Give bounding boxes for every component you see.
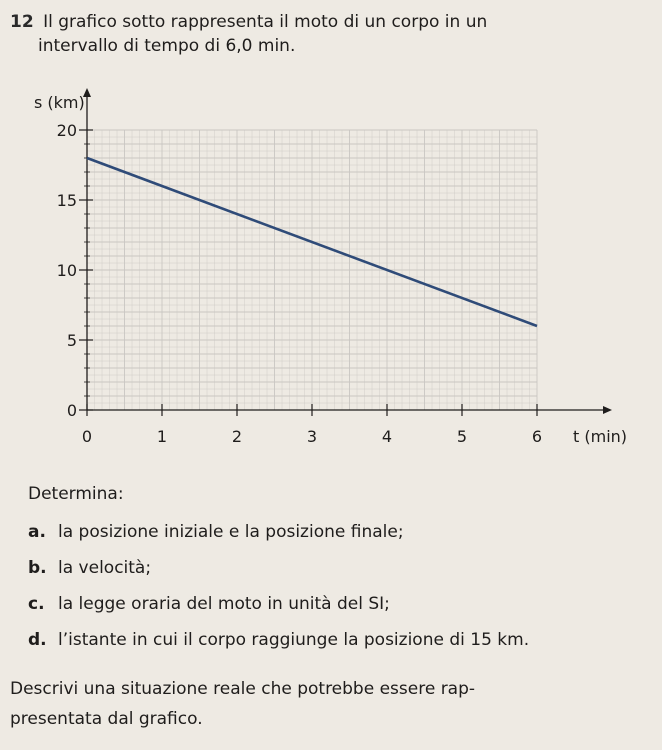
x-tick-label: 6 <box>531 427 543 446</box>
question-item <box>28 556 529 592</box>
describe-line1: Descrivi una situazione reale che potrebbe essere rap- <box>10 679 476 699</box>
question-item <box>28 592 529 628</box>
question-letter: d. <box>28 630 47 650</box>
question-letter: c. <box>28 594 45 614</box>
problem-text-line1: Il grafico sotto rappresenta il moto di un corpo in un <box>43 12 488 32</box>
y-tick-label: 20 <box>56 121 77 140</box>
describe-line2: presentata dal grafico. <box>10 709 203 729</box>
problem-text-line2: intervallo di tempo di 6,0 min. <box>38 36 296 56</box>
y-tick-label: 0 <box>66 401 77 420</box>
y-axis-label: s (km) <box>34 93 85 112</box>
describe-prompt <box>10 674 650 734</box>
question-letter: a. <box>28 522 46 542</box>
question-list <box>28 520 529 664</box>
x-axis-label: t (min) <box>573 427 628 446</box>
problem-statement <box>10 10 650 58</box>
question-text: la posizione iniziale e la posizione finale; <box>58 522 404 542</box>
x-tick-label: 2 <box>231 427 243 446</box>
problem-number: 12 <box>10 12 34 32</box>
y-tick-label: 5 <box>66 331 77 350</box>
x-tick-label: 3 <box>306 427 318 446</box>
x-tick-label: 0 <box>81 427 93 446</box>
question-item <box>28 520 529 556</box>
x-tick-label: 5 <box>456 427 468 446</box>
motion-chart <box>0 80 662 470</box>
y-tick-label: 10 <box>56 261 77 280</box>
x-tick-label: 1 <box>156 427 168 446</box>
x-tick-label: 4 <box>381 427 393 446</box>
question-letter: b. <box>28 558 47 578</box>
determina-heading: Determina: <box>28 484 124 504</box>
question-text: la velocità; <box>58 558 152 578</box>
chart-grid <box>87 130 537 410</box>
question-text: l’istante in cui il corpo raggiunge la posizione di 15 km. <box>58 630 530 650</box>
question-item <box>28 628 529 664</box>
y-tick-label: 15 <box>56 191 77 210</box>
question-text: la legge oraria del moto in unità del SI; <box>58 594 390 614</box>
chart-ticks <box>57 121 542 446</box>
x-axis-arrow <box>603 406 612 414</box>
